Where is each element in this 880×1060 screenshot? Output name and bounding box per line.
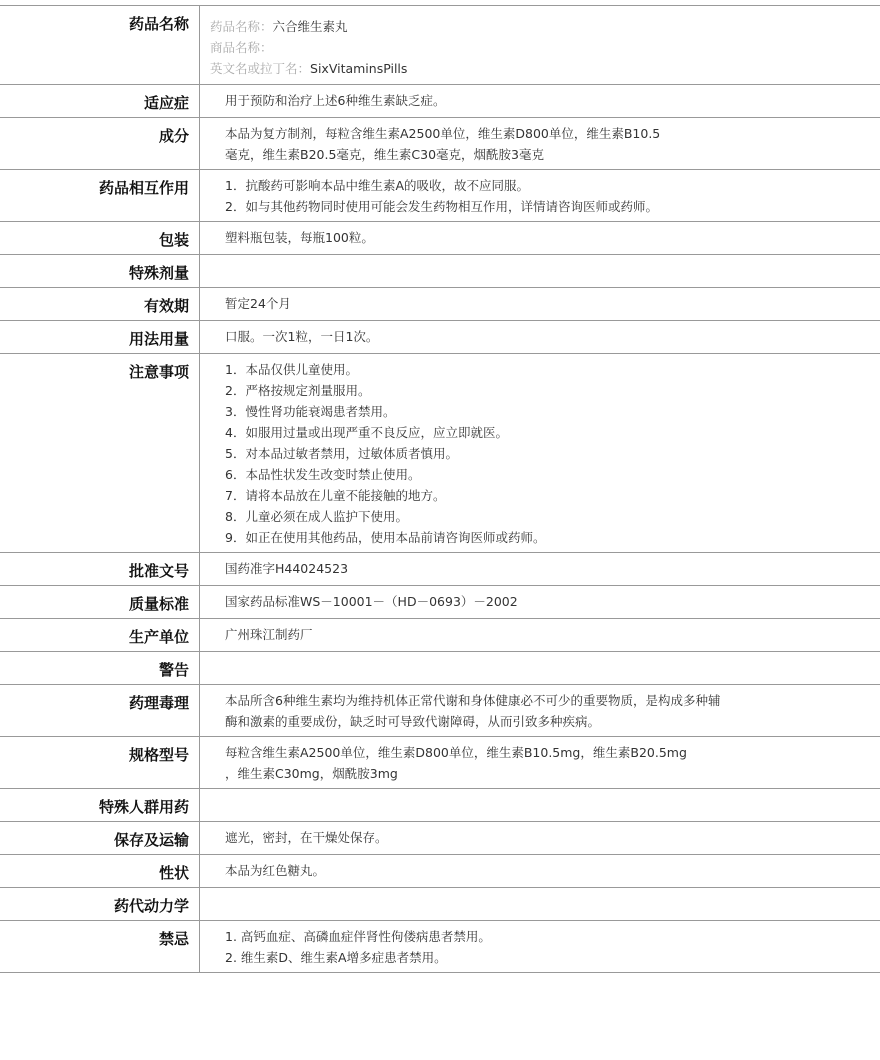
content-line: 6．本品性状发生改变时禁止使用。	[225, 467, 421, 482]
row-content	[200, 652, 880, 684]
name-field-key: 商品名称：	[210, 40, 273, 55]
row-label: 药品相互作用	[0, 170, 200, 221]
row-indication	[0, 85, 880, 118]
content-line: 1. 高钙血症、高磷血症伴肾性佝偻病患者禁用。	[225, 929, 491, 944]
content-line: 口服。一次1粒，一日1次。	[225, 329, 379, 344]
row-label: 适应症	[0, 85, 200, 117]
row-content	[200, 685, 880, 736]
row-names	[0, 6, 880, 85]
row-precautions	[0, 354, 880, 553]
row-manufacturer	[0, 619, 880, 652]
row-contraindications	[0, 921, 880, 973]
row-content	[200, 170, 880, 221]
row-special-dose	[0, 255, 880, 288]
content-line: 本品为复方制剂，每粒含维生素A2500单位，维生素D800单位，维生素B10.5	[225, 126, 661, 141]
row-content	[200, 553, 880, 585]
name-field-key: 英文名或拉丁名：	[210, 61, 311, 76]
row-label: 用法用量	[0, 321, 200, 353]
row-content	[200, 354, 880, 552]
row-content	[200, 255, 880, 287]
content-line: 4．如服用过量或出现严重不良反应，应立即就医。	[225, 425, 508, 440]
row-label: 禁忌	[0, 921, 200, 972]
row-label: 批准文号	[0, 553, 200, 585]
name-field-key: 药品名称：	[210, 19, 273, 34]
content-line: 5．对本品过敏者禁用，过敏体质者慎用。	[225, 446, 458, 461]
content-line: 广州珠江制药厂	[225, 627, 313, 642]
content-line: 本品为红色糖丸。	[225, 863, 326, 878]
row-label: 注意事项	[0, 354, 200, 552]
content-line: 遮光，密封，在干燥处保存。	[225, 830, 388, 845]
content-line: 2．如与其他药物同时使用可能会发生药物相互作用，详情请咨询医师或药师。	[225, 199, 658, 214]
content-line: 2．严格按规定剂量服用。	[225, 383, 371, 398]
row-content	[200, 118, 880, 169]
row-content	[200, 586, 880, 618]
row-label: 药代动力学	[0, 888, 200, 920]
row-label: 警告	[0, 652, 200, 684]
row-label: 性状	[0, 855, 200, 887]
row-content	[200, 921, 880, 972]
row-standard	[0, 586, 880, 619]
content-line: 本品所含6种维生素均为维持机体正常代谢和身体健康必不可少的重要物质，是构成多种辅	[225, 693, 721, 708]
row-label: 保存及运输	[0, 822, 200, 854]
row-storage	[0, 822, 880, 855]
row-content	[200, 822, 880, 854]
row-label: 有效期	[0, 288, 200, 320]
row-special-population	[0, 789, 880, 822]
row-label: 特殊剂量	[0, 255, 200, 287]
content-line: 8．儿童必须在成人监护下使用。	[225, 509, 408, 524]
row-label: 规格型号	[0, 737, 200, 788]
row-label: 药品名称	[0, 6, 200, 84]
row-label: 成分	[0, 118, 200, 169]
content-line: ，维生素C30mg，烟酰胺3mg	[225, 766, 398, 781]
row-content	[200, 888, 880, 920]
content-line: 国药准字H44024523	[225, 561, 349, 576]
row-expiry	[0, 288, 880, 321]
row-label: 生产单位	[0, 619, 200, 651]
name-field-value: 六合维生素丸	[272, 19, 348, 34]
row-content	[200, 288, 880, 320]
row-content	[200, 855, 880, 887]
content-line: 2. 维生素D、维生素A增多症患者禁用。	[225, 950, 447, 965]
content-line: 每粒含维生素A2500单位，维生素D800单位，维生素B10.5mg，维生素B20.5mg	[225, 745, 687, 760]
content-line: 塑料瓶包装，每瓶100粒。	[225, 230, 374, 245]
name-field	[210, 37, 880, 58]
row-content	[200, 619, 880, 651]
row-description	[0, 855, 880, 888]
row-interactions	[0, 170, 880, 222]
row-specification	[0, 737, 880, 789]
content-line: 1．抗酸药可影响本品中维生素A的吸收，故不应同服。	[225, 178, 530, 193]
row-pharmacokinetics	[0, 888, 880, 921]
row-content	[200, 321, 880, 353]
content-line: 1．本品仅供儿童使用。	[225, 362, 358, 377]
name-field-value: SixVitaminsPills	[310, 61, 408, 76]
content-line: 7．请将本品放在儿童不能接触的地方。	[225, 488, 446, 503]
row-content	[200, 789, 880, 821]
content-line: 用于预防和治疗上述6种维生素缺乏症。	[225, 93, 446, 108]
row-package	[0, 222, 880, 255]
row-label: 质量标准	[0, 586, 200, 618]
row-label: 包装	[0, 222, 200, 254]
content-line: 9．如正在使用其他药品，使用本品前请咨询医师或药师。	[225, 530, 546, 545]
content-line: 暂定24个月	[225, 296, 291, 311]
row-label: 药理毒理	[0, 685, 200, 736]
content-line: 3．慢性肾功能衰竭患者禁用。	[225, 404, 396, 419]
row-dosage	[0, 321, 880, 354]
content-line: 毫克，维生素B20.5毫克，维生素C30毫克，烟酰胺3毫克	[225, 147, 544, 162]
drug-info-table	[0, 5, 880, 973]
name-field	[210, 16, 880, 37]
row-content	[200, 6, 880, 84]
row-label: 特殊人群用药	[0, 789, 200, 821]
row-pharmacology	[0, 685, 880, 737]
name-field	[210, 58, 880, 79]
row-content	[200, 85, 880, 117]
row-ingredients	[0, 118, 880, 170]
content-line: 国家药品标准WS－10001－（HD－0693）－2002	[225, 594, 518, 609]
row-approval	[0, 553, 880, 586]
row-content	[200, 222, 880, 254]
row-content	[200, 737, 880, 788]
row-warning	[0, 652, 880, 685]
content-line: 酶和激素的重要成份，缺乏时可导致代谢障碍，从而引致多种疾病。	[225, 714, 601, 729]
